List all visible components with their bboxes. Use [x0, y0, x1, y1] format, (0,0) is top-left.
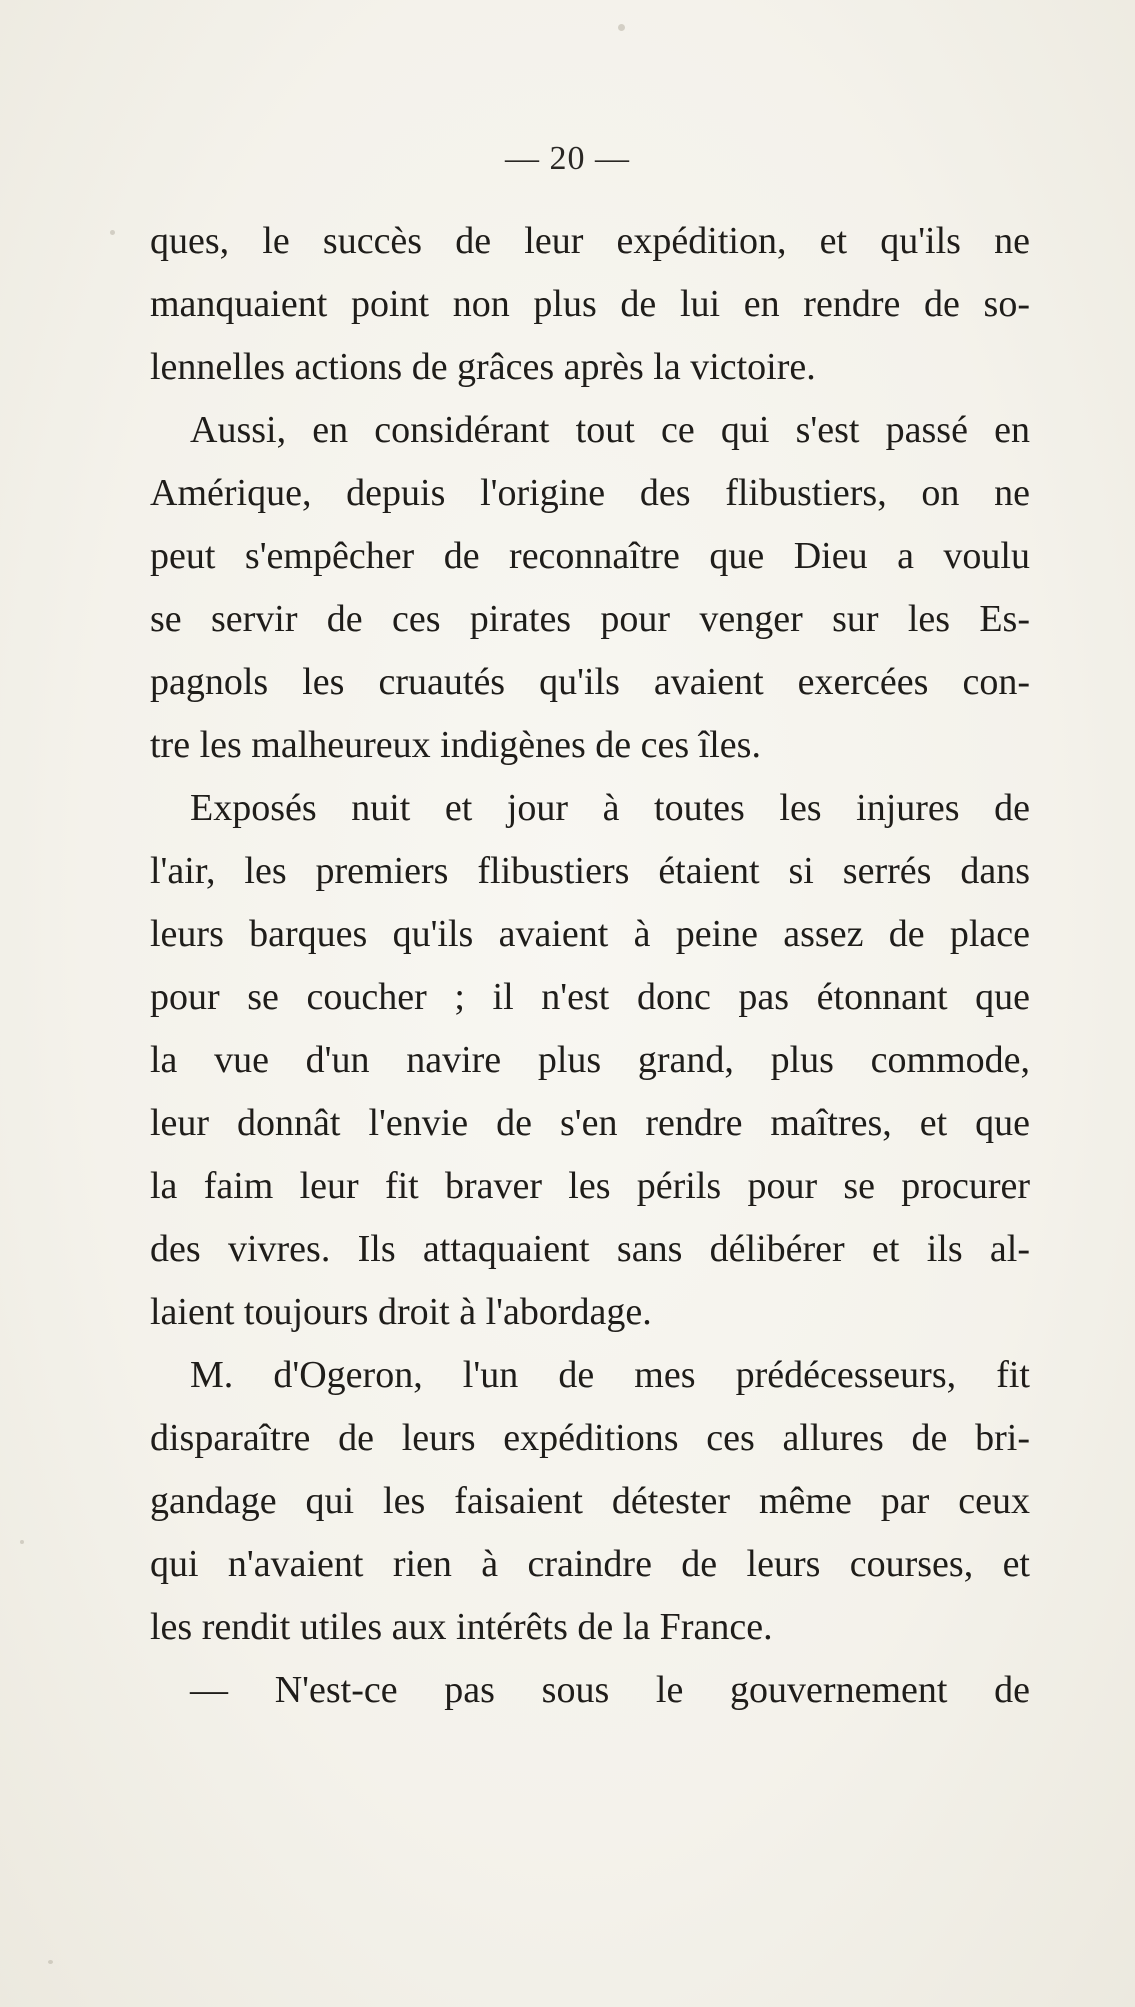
text-line: pour se coucher ; il n'est donc pas étonnant que [150, 976, 1030, 1018]
paragraph [150, 210, 1030, 399]
paragraph [150, 777, 1030, 1344]
paragraph [150, 1344, 1030, 1659]
text-line: Amérique, depuis l'origine des flibustiers, on ne [150, 472, 1030, 514]
text-line: leur donnât l'envie de s'en rendre maîtres, et que [150, 1102, 1030, 1144]
text-line: manquaient point non plus de lui en rendre de so- [150, 283, 1030, 325]
paragraph [150, 1659, 1030, 1722]
text-line: se servir de ces pirates pour venger sur les Es- [150, 598, 1030, 640]
paper-speck [20, 1540, 24, 1544]
text-line: les rendit utiles aux intérêts de la France. [150, 1606, 773, 1648]
text-line: M. d'Ogeron, l'un de mes prédécesseurs, fit [190, 1354, 1030, 1396]
text-line: disparaître de leurs expéditions ces allures de bri- [150, 1417, 1030, 1459]
text-line: — N'est-ce pas sous le gouvernement de [190, 1669, 1030, 1711]
text-line: ques, le succès de leur expédition, et qu'ils ne [150, 220, 1030, 262]
text-line: tre les malheureux indigènes de ces îles. [150, 724, 761, 766]
text-line: lennelles actions de grâces après la victoire. [150, 346, 816, 388]
text-line: pagnols les cruautés qu'ils avaient exercées con- [150, 661, 1030, 703]
text-line: Aussi, en considérant tout ce qui s'est passé en [190, 409, 1030, 451]
text-line: laient toujours droit à l'abordage. [150, 1291, 652, 1333]
text-line: leurs barques qu'ils avaient à peine assez de place [150, 913, 1030, 955]
body-text [150, 210, 1030, 1722]
text-line: la faim leur fit braver les périls pour se procurer [150, 1165, 1030, 1207]
text-line: des vivres. Ils attaquaient sans délibérer et ils al- [150, 1228, 1030, 1270]
text-line: peut s'empêcher de reconnaître que Dieu a voulu [150, 535, 1030, 577]
paper-speck [48, 1960, 53, 1964]
text-line: l'air, les premiers flibustiers étaient si serrés dans [150, 850, 1030, 892]
paragraph [150, 399, 1030, 777]
text-line: la vue d'un navire plus grand, plus commode, [150, 1039, 1030, 1081]
page-number: — 20 — [505, 140, 630, 177]
text-line: gandage qui les faisaient détester même par ceux [150, 1480, 1030, 1522]
text-line: qui n'avaient rien à craindre de leurs courses, et [150, 1543, 1030, 1585]
paper-speck [110, 230, 115, 235]
paper-speck [618, 24, 625, 31]
text-line: Exposés nuit et jour à toutes les injures de [190, 787, 1030, 829]
